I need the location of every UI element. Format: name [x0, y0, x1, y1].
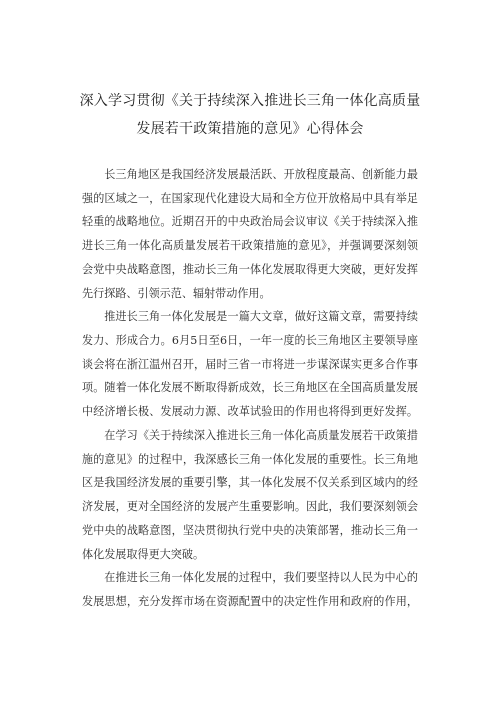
- paragraph: [82, 305, 418, 424]
- paragraph-line: 中经济增长极、发展动力源、改革试验田的作用也将得到更好发挥。: [82, 405, 418, 419]
- paragraph-line: 体化发展取得更大突破。: [82, 547, 205, 561]
- paragraph-line: 济发展，更对全国经济的发展产生重要影响。因此，我们要深刻领会: [82, 500, 418, 514]
- document-title: [0, 87, 500, 143]
- paragraph-line: 党中央的战略意图，坚决贯彻执行党中央的决策部署，推动长三角一: [82, 523, 418, 537]
- paragraph-line: 会党中央战略意图，推动长三角一体化发展取得更大突破，更好发挥: [82, 262, 418, 276]
- paragraph: [82, 163, 418, 305]
- title-line: 发展若干政策措施的意见》心得体会: [136, 121, 364, 137]
- title-line: 深入学习贯彻《关于持续深入推进长三角一体化高质量: [79, 93, 421, 109]
- paragraph-line: 施的意见》的过程中，我深感长三角一体化发展的重要性。长三角地: [82, 452, 418, 466]
- paragraph-line: 推进长三角一体化发展是一篇大文章，做好这篇文章，需要持续: [104, 310, 418, 324]
- paragraph-line: 在推进长三角一体化发展的过程中，我们要坚持以人民为中心的: [104, 571, 418, 585]
- document-body: [82, 163, 418, 614]
- paragraph-line: 项。随着一体化发展不断取得新成效，长三角地区在全国高质量发展: [82, 381, 418, 395]
- paragraph-line: 谈会将在浙江温州召开，届时三省一市将进一步谋深谋实更多合作事: [82, 357, 418, 371]
- paragraph-line: 在学习《关于持续深入推进长三角一体化高质量发展若干政策措: [104, 428, 418, 442]
- paragraph-line: 发力、形成合力。6月5日至6日，一年一度的长三角地区主要领导座: [82, 334, 418, 348]
- paragraph-line: 先行探路、引领示范、辐射带动作用。: [82, 286, 271, 300]
- paragraph-line: 进长三角一体化高质量发展若干政策措施的意见》，并强调要深刻领: [82, 239, 418, 253]
- paragraph-line: 区是我国经济发展的重要引擎，其一体化发展不仅关系到区域内的经: [82, 476, 418, 490]
- paragraph-line: 长三角地区是我国经济发展最活跃、开放程度最高、创新能力最: [104, 168, 418, 181]
- paragraph: [82, 424, 418, 566]
- paragraph-line: 强的区域之一，在国家现代化建设大局和全方位开放格局中具有举足: [82, 191, 418, 205]
- paragraph-line: 发展思想，充分发挥市场在资源配置中的决定性作用和政府的作用，: [82, 594, 418, 608]
- paragraph-line: 轻重的战略地位。近期召开的中央政治局会议审议《关于持续深入推: [82, 215, 418, 229]
- paragraph: [82, 566, 418, 613]
